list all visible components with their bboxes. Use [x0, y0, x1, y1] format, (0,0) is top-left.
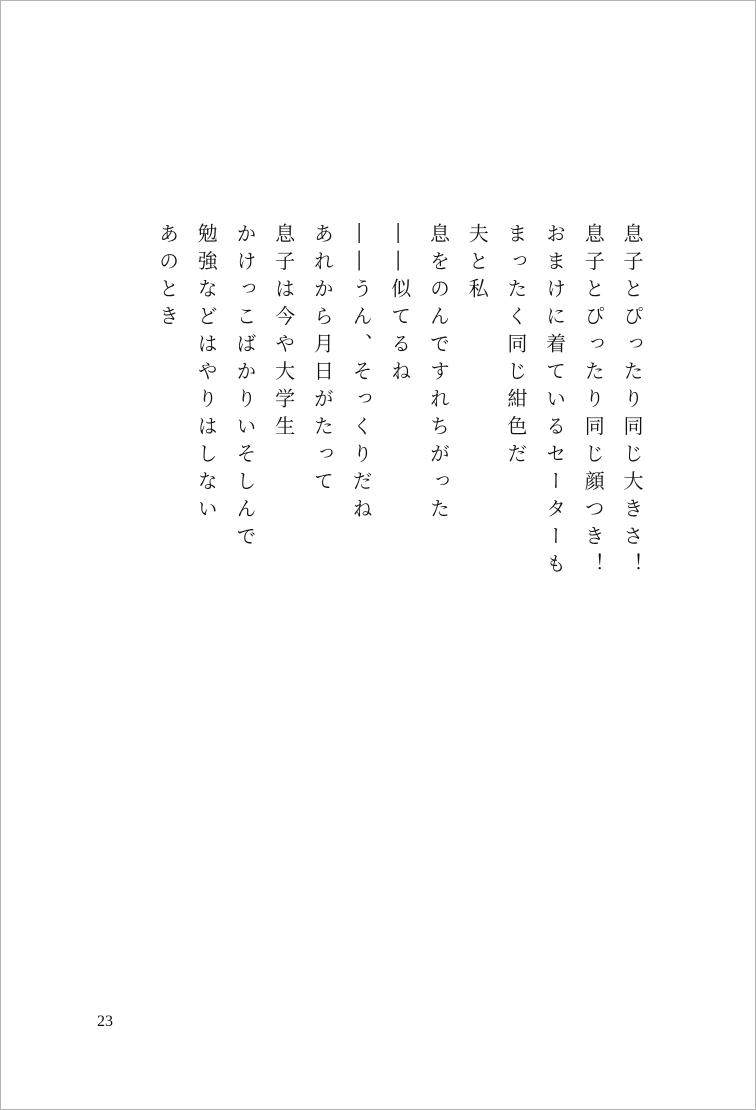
poem-line: まったく同じ紺色だ — [503, 223, 528, 471]
poem-line: 息をのんですれちがった — [426, 223, 451, 526]
poem-line: あれから月日がたって — [310, 223, 335, 498]
poem-line: ――うん、そっくりだね — [349, 223, 374, 526]
poem-line: 勉強などはやりはしない — [194, 223, 219, 526]
poem-line: おまけに着ているセーターも — [542, 223, 567, 581]
vertical-poem-text — [148, 223, 651, 643]
poem-line: あのとき — [155, 223, 180, 333]
poem-line: ――似てるね — [387, 223, 412, 388]
page-number: 23 — [97, 1013, 113, 1030]
poem-line: 息子とぴったり同じ大きさ！ — [620, 223, 644, 581]
poem-line: かけっこばかりいそしんで — [232, 223, 257, 553]
poem-line: 夫と私 — [465, 223, 490, 306]
poem-line: 息子は今や大学生 — [271, 223, 296, 443]
poem-line: 息子とぴったり同じ顔つき！ — [581, 223, 606, 581]
